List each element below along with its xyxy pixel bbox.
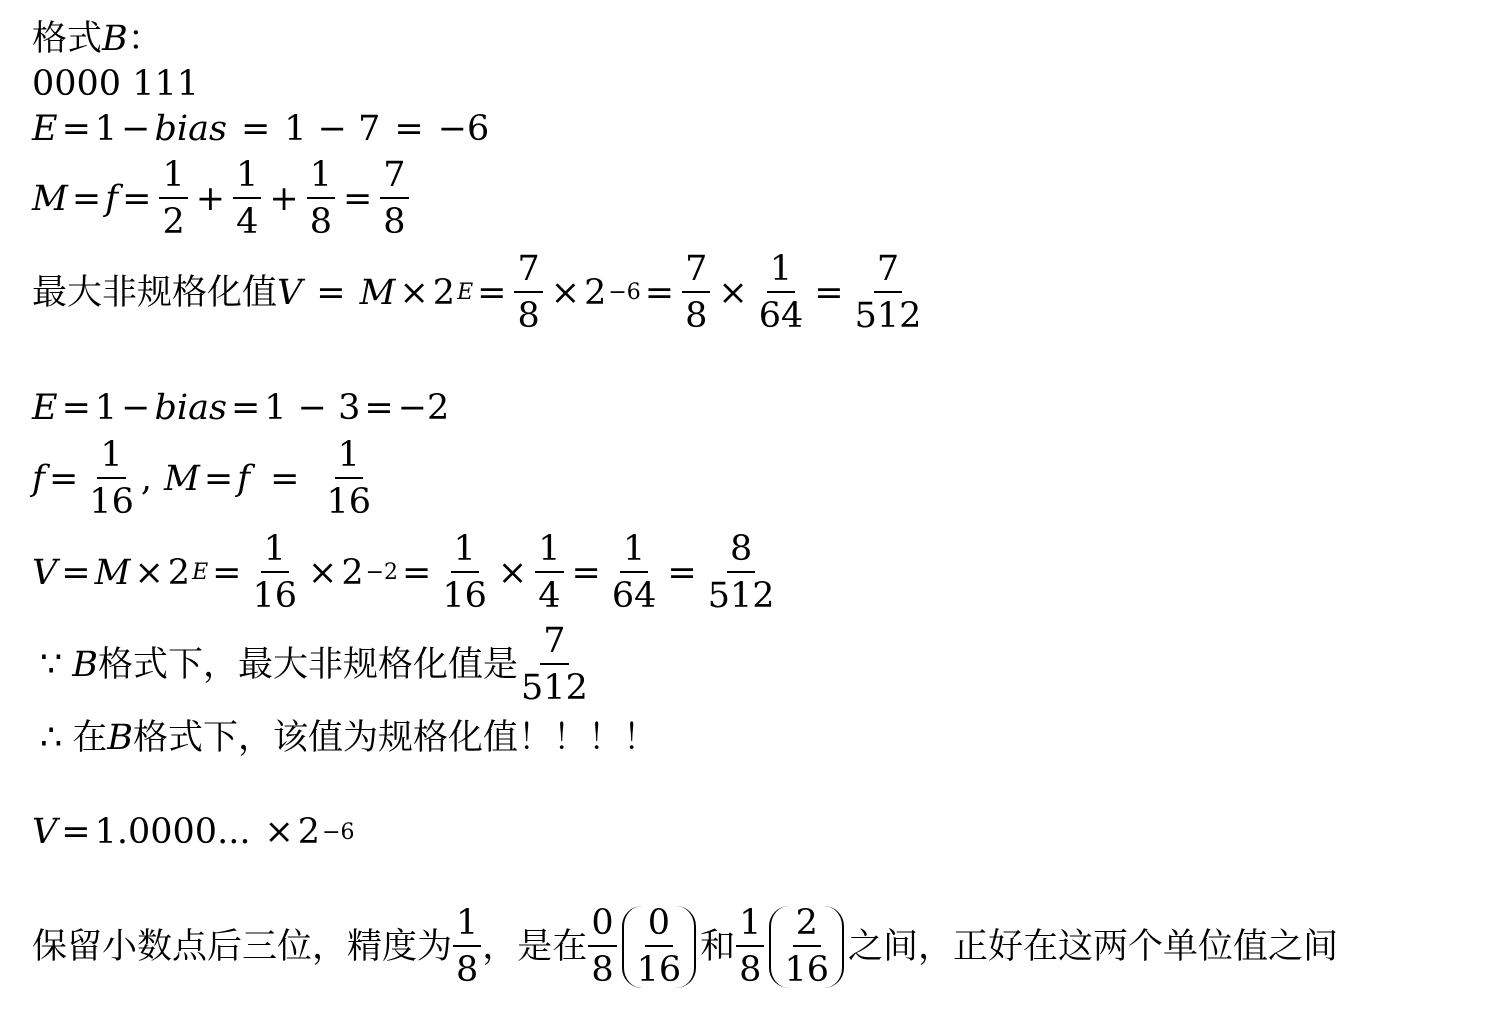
parenthesis	[622, 903, 697, 990]
times: ×	[399, 272, 429, 313]
fraction: $\frac{1}{8}$	[736, 906, 764, 988]
fraction: $\frac{1}{16}$	[326, 435, 371, 522]
comma: ,	[140, 458, 152, 499]
fraction-equation	[32, 435, 378, 522]
times: ×	[718, 272, 748, 313]
one: 1	[94, 388, 118, 428]
two: 2	[297, 812, 321, 852]
fraction: $\frac{1}{4}$	[233, 158, 261, 240]
var-M: M	[163, 458, 200, 499]
var-E: E	[32, 388, 58, 428]
result: −6	[437, 109, 490, 149]
because-symbol: ∵	[40, 644, 63, 685]
exponent: −2	[365, 560, 399, 585]
bias: bias	[154, 388, 227, 428]
fraction: $\frac{7}{8}$	[682, 252, 710, 334]
exponent-equation	[32, 109, 490, 149]
fraction: $\frac{7}{512}$	[854, 249, 922, 336]
fraction: $\frac{7}{8}$	[514, 252, 542, 334]
times: ×	[550, 272, 581, 313]
format-var: B	[102, 19, 128, 59]
fraction: $\frac{1}{4}$	[535, 532, 563, 614]
two: 2	[432, 272, 456, 313]
normalized-value	[32, 812, 355, 852]
equals: =	[814, 272, 844, 313]
result: −2	[397, 388, 450, 428]
fraction: $\frac{1}{64}$	[611, 529, 657, 616]
equals: =	[71, 178, 102, 219]
format-label: 格式	[32, 19, 103, 59]
value: 1.0000...	[94, 812, 251, 852]
therefore-text: 格式下，该值为规格化值！！！！	[133, 718, 659, 758]
var-V: V	[277, 272, 303, 313]
exponent: −6	[322, 819, 355, 845]
fraction: $\frac{1}{8}$	[453, 906, 481, 988]
precision-statement	[32, 903, 1338, 990]
equals: =	[364, 388, 394, 428]
var-B: B	[107, 718, 134, 758]
fraction: $\frac{1}{8}$	[307, 158, 335, 240]
var-V: V	[32, 552, 58, 593]
bit-pattern	[32, 64, 200, 104]
fraction: $\frac{1}{64}$	[758, 249, 804, 336]
fraction: $\frac{7}{512}$	[521, 621, 588, 708]
rhs: 1 − 7	[284, 109, 381, 149]
var-V: V	[32, 812, 58, 852]
var-f: f	[32, 458, 45, 499]
two: 2	[167, 552, 191, 593]
because-text: 格式下，最大非规格化值是	[98, 644, 519, 685]
equals: =	[61, 388, 91, 428]
fraction: $\frac{1}{16}$	[442, 529, 487, 616]
equals: =	[644, 272, 675, 313]
max-denormal-equation	[32, 249, 928, 336]
equals: =	[240, 109, 271, 149]
equals: =	[477, 272, 507, 313]
exp-E: E	[457, 280, 474, 305]
fraction: $\frac{1}{16}$	[252, 529, 297, 616]
equals: =	[61, 812, 91, 852]
between-text: ，是在	[482, 926, 588, 967]
var-M: M	[32, 178, 68, 219]
because-statement	[40, 621, 595, 708]
colon: ：	[127, 19, 163, 59]
exponent-equation-2	[32, 388, 450, 428]
format-heading	[32, 19, 163, 59]
equals: =	[122, 178, 152, 219]
therefore-symbol: ∴	[40, 718, 63, 758]
therefore-prefix: 在	[72, 718, 108, 758]
times: ×	[264, 812, 294, 852]
equals: =	[230, 388, 261, 428]
var-B: B	[72, 644, 99, 685]
fraction: $\frac{8}{512}$	[707, 529, 775, 616]
equals: =	[203, 458, 234, 499]
equals: =	[394, 109, 424, 149]
var-E: E	[32, 109, 58, 149]
times: ×	[134, 552, 164, 593]
minus: −	[121, 109, 151, 149]
fraction: $\frac{1}{16}$	[89, 435, 134, 522]
equals: =	[342, 178, 373, 219]
minus: −	[121, 388, 151, 428]
parenthesis	[769, 903, 844, 990]
times: ×	[497, 552, 528, 593]
precision-text: 保留小数点后三位，精度为	[32, 926, 453, 967]
equals: =	[667, 552, 697, 593]
plus: +	[269, 178, 299, 219]
one: 1	[94, 109, 118, 149]
equals: =	[61, 109, 91, 149]
fraction: $\frac{1}{2}$	[159, 158, 187, 240]
fraction: $\frac{0}{8}$	[588, 906, 616, 988]
equals: =	[571, 552, 601, 593]
two: 2	[341, 552, 364, 593]
equals: =	[48, 458, 79, 499]
fraction: $\frac{0}{16}$	[636, 903, 682, 990]
equals: =	[316, 272, 346, 313]
plus: +	[195, 178, 226, 219]
mantissa-equation	[32, 155, 413, 242]
exp-E: E	[192, 560, 209, 585]
var-f: f	[237, 458, 251, 499]
equals: =	[270, 458, 300, 499]
var-M: M	[94, 552, 131, 593]
var-M: M	[359, 272, 396, 313]
bias: bias	[154, 109, 227, 149]
and-text: 和	[700, 926, 736, 967]
bit-pattern-text: 0000 111	[32, 64, 200, 104]
max-denormal-label: 最大非规格化值	[32, 272, 278, 313]
times: ×	[308, 552, 338, 593]
equals: =	[212, 552, 242, 593]
equals: =	[61, 552, 91, 593]
therefore-statement	[40, 718, 659, 758]
fraction: $\frac{7}{8}$	[380, 158, 408, 240]
var-f: f	[105, 178, 119, 219]
exponent: −6	[608, 280, 641, 305]
fraction: $\frac{2}{16}$	[784, 903, 829, 990]
value-equation	[32, 529, 782, 616]
conclusion-text: 之间，正好在这两个单位值之间	[847, 926, 1338, 967]
two: 2	[584, 272, 607, 313]
equals: =	[402, 552, 432, 593]
rhs: 1 − 3	[264, 388, 361, 428]
